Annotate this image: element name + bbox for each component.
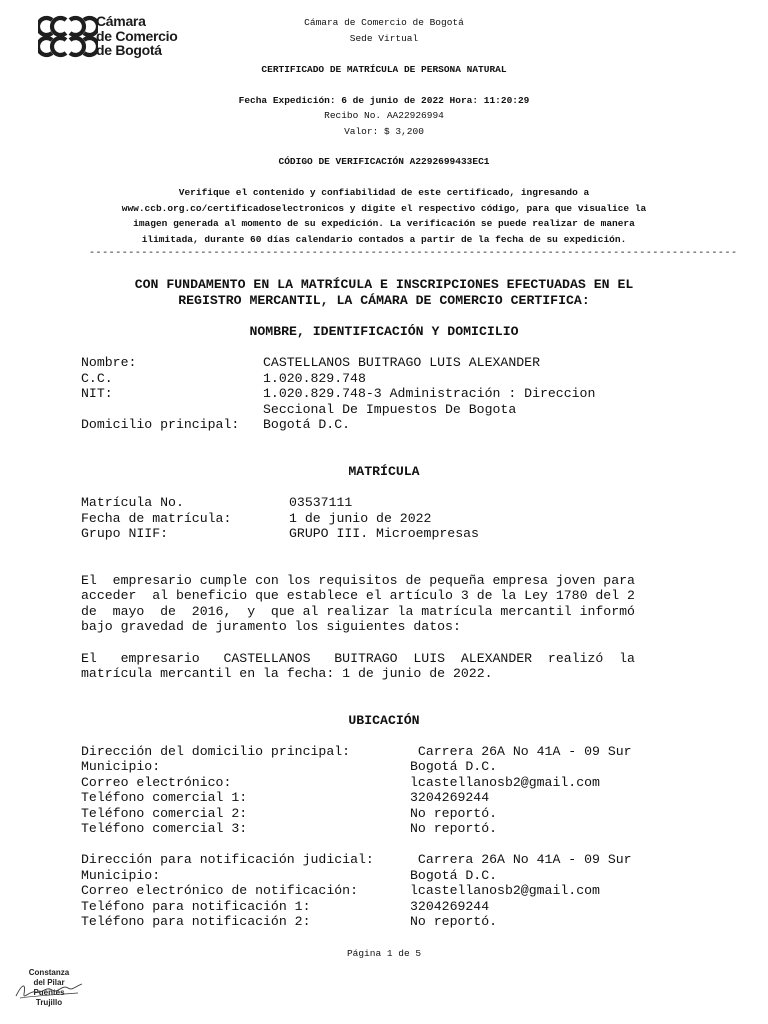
cc-value: 1.020.829.748 [263,371,366,386]
handwritten-signature-icon [12,976,86,1004]
nombre-value: CASTELLANOS BUITRAGO LUIS ALEXANDER [263,355,540,370]
telefono-comercial-1-label: Teléfono comercial 1: [81,790,248,805]
nit-value-line-2: Seccional De Impuestos De Bogota [263,402,517,417]
direccion-principal-label: Dirección del domicilio principal: [81,744,351,759]
page-number: Página 1 de 5 [346,948,422,959]
paragraph-2-line-1: El empresario CASTELLANOS BUITRAGO LUIS ALEXANDER realizó la [81,651,635,666]
correo-notificacion-label: Correo electrónico de notificación: [81,883,358,898]
municipio-judicial-label: Municipio: [81,868,161,883]
telefono-comercial-2-label: Teléfono comercial 2: [81,806,248,821]
direccion-judicial-value: Carrera 26A No 41A - 09 Sur [410,852,632,867]
telefono-comercial-3-label: Teléfono comercial 3: [81,821,248,836]
nombre-label: Nombre: [81,355,137,370]
signature-line-3: Puentes [33,988,65,997]
certificate-title: CERTIFICADO DE MATRÍCULA DE PERSONA NATURAL [261,64,507,75]
paragraph-1-line-3: de mayo de 2016, y que al realizar la matrícula mercantil informó [81,604,635,619]
signature-line-1: Constanza [28,968,70,977]
municipio-judicial-value: Bogotá D.C. [410,868,498,883]
direccion-judicial-label: Dirección para notificación judicial: [81,852,374,867]
verify-line-2: www.ccb.org.co/certificadoselectronicos y digite el respectivo código, para que visualice la [121,203,647,214]
certificate-value: Valor: $ 3,200 [344,126,424,137]
correo-value: lcastellanosb2@gmail.com [410,775,600,790]
ubicacion-heading: UBICACIÓN [348,713,420,728]
telefono-notificacion-1-label: Teléfono para notificación 1: [81,899,311,914]
issue-date-line: Fecha Expedición: 6 de junio de 2022 Hora: 11:20:29 [238,95,530,106]
municipio-value: Bogotá D.C. [410,759,498,774]
header-org: Cámara de Comercio de Bogotá [304,17,464,28]
matricula-heading: MATRÍCULA [348,464,420,479]
matricula-no-label: Matrícula No. [81,495,184,510]
matricula-no-value: 03537111 [289,495,353,510]
fecha-matricula-label: Fecha de matrícula: [81,511,232,526]
verify-line-1: Verifique el contenido y confiabilidad de este certificado, ingresando a [178,187,590,198]
cc-label: C.C. [81,371,113,386]
intro-line-2: REGISTRO MERCANTIL, LA CÁMARA DE COMERCIO CERTIFICA: [178,293,590,308]
domicilio-label: Domicilio principal: [81,417,240,432]
telefono-notificacion-2-label: Teléfono para notificación 2: [81,914,311,929]
identity-heading: NOMBRE, IDENTIFICACIÓN Y DOMICILIO [249,324,519,339]
logo-line-1: Cámara [96,13,146,29]
nit-label: NIT: [81,386,113,401]
verify-line-4: ilimitada, durante 60 días calendario contados a partir de la fecha de su expedición. [141,234,627,245]
grupo-niif-value: GRUPO III. Microempresas [289,526,479,541]
verification-code: CÓDIGO DE VERIFICACIÓN A2292699433EC1 [278,156,490,167]
paragraph-1-line-1: El empresario cumple con los requisitos de pequeña empresa joven para [81,573,635,588]
telefono-notificacion-2-value: No reportó. [410,914,498,929]
verify-line-3: imagen generada al momento de su expedición. La verificación se puede realizar de manera [133,218,635,229]
paragraph-1-line-4: bajo gravedad de juramento los siguientes datos: [81,619,461,634]
paragraph-2-line-2: matrícula mercantil en la fecha: 1 de junio de 2022. [81,666,493,681]
receipt-number: Recibo No. AA22926994 [324,110,444,121]
signature-line-2: del Pilar [33,978,65,987]
telefono-comercial-1-value: 3204269244 [410,790,490,805]
paragraph-1-line-2: acceder al beneficio que establece el artículo 3 de la Ley 1780 del 2 [81,588,635,603]
correo-label: Correo electrónico: [81,775,232,790]
header-site: Sede Virtual [349,33,419,44]
telefono-comercial-3-value: No reportó. [410,821,498,836]
telefono-comercial-2-value: No reportó. [410,806,498,821]
municipio-label: Municipio: [81,759,161,774]
nit-value-line-1: 1.020.829.748-3 Administración : Direccion [263,386,596,401]
logo-line-3: de Bogotá [96,42,162,58]
correo-notificacion-value: lcastellanosb2@gmail.com [410,883,600,898]
logo-line-2: de Comercio [96,27,178,44]
separator-line: --------------------------------------------------------------------------------------------------- [89,248,738,259]
fecha-matricula-value: 1 de junio de 2022 [289,511,432,526]
signature-line-4: Trujillo [35,998,63,1007]
direccion-principal-value: Carrera 26A No 41A - 09 Sur [410,744,632,759]
telefono-notificacion-1-value: 3204269244 [410,899,490,914]
domicilio-value: Bogotá D.C. [263,417,351,432]
grupo-niif-label: Grupo NIIF: [81,526,169,541]
intro-line-1: CON FUNDAMENTO EN LA MATRÍCULA E INSCRIPCIONES EFECTUADAS EN EL [134,277,634,292]
